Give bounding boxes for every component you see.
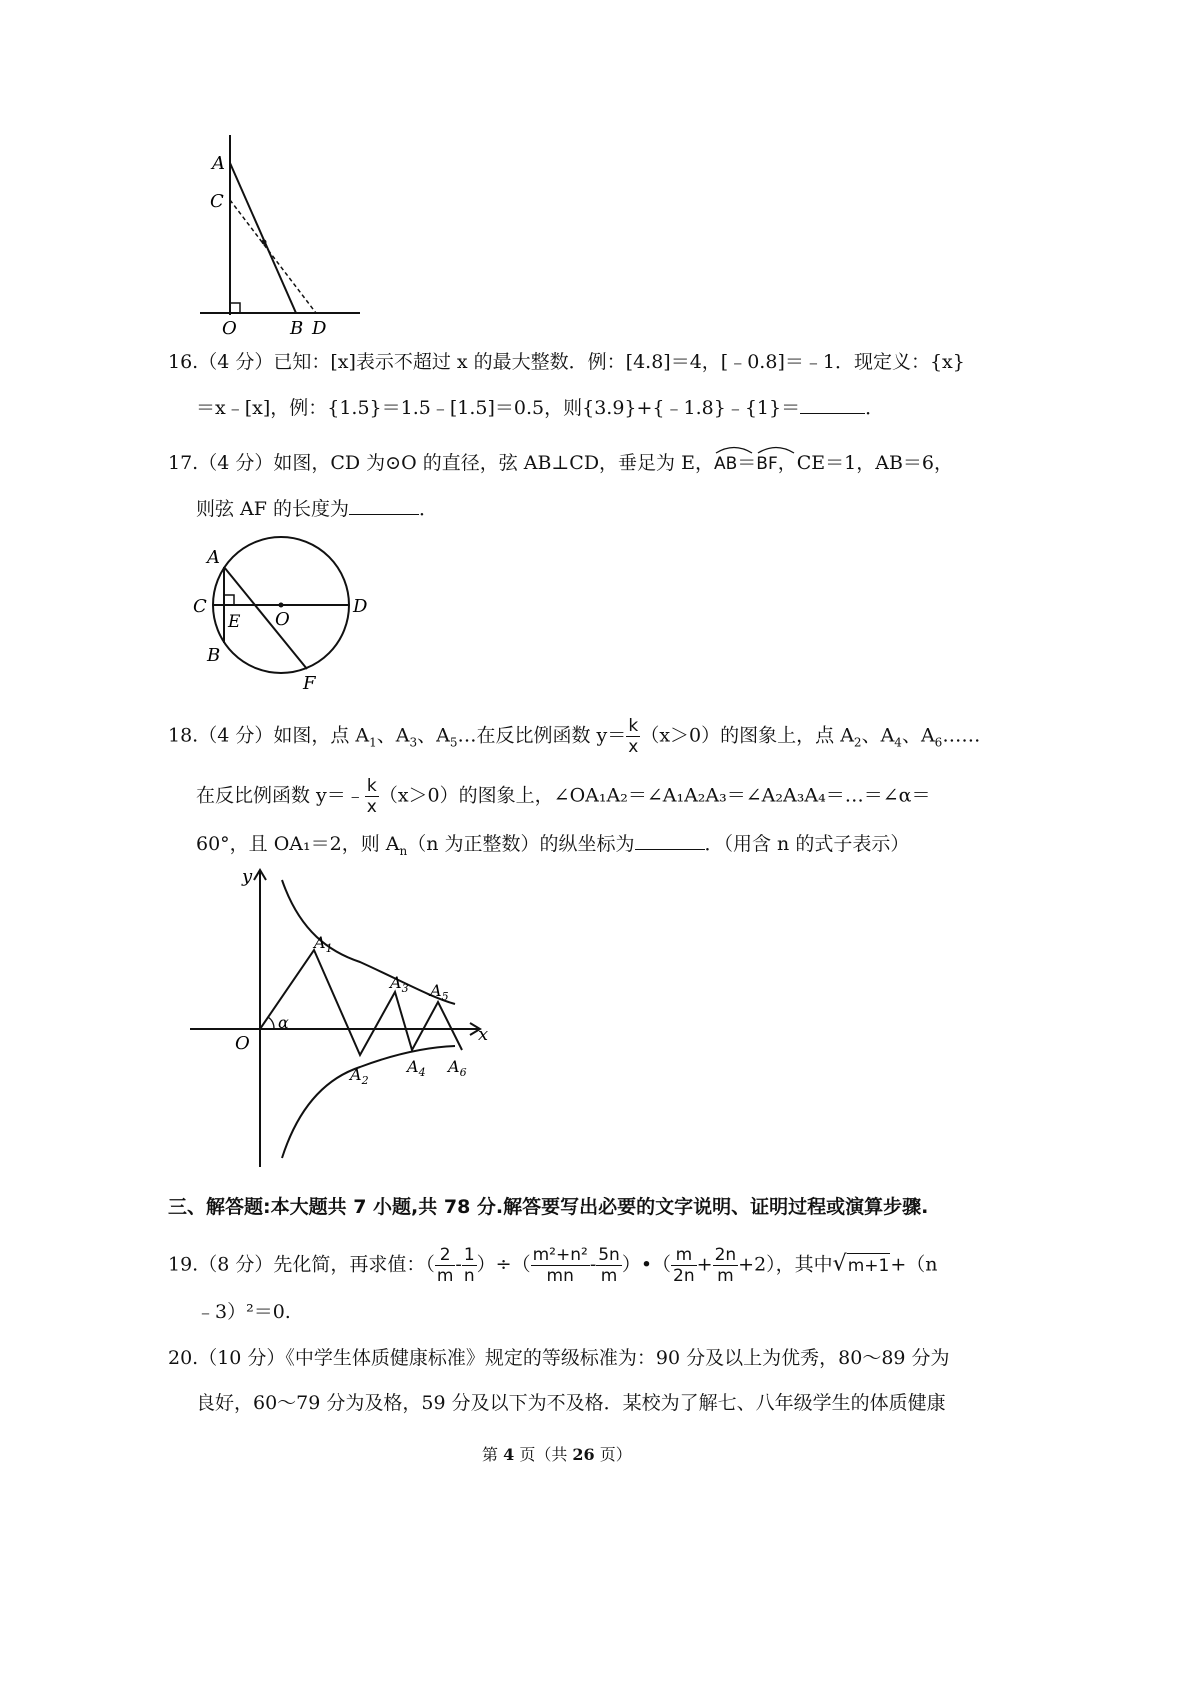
q19-line2: ﹣3）²＝0. — [196, 1301, 291, 1323]
label-c: C — [193, 596, 207, 617]
label-d: D — [312, 318, 327, 339]
label-a1: $A_1$ — [314, 933, 333, 955]
answer-blank[interactable] — [349, 496, 419, 515]
q18-line2: 在反比例函数 y＝﹣ $\frac{k}{x}$ （x＞0）的图象上，∠OA₁A₂＝∠A₁A₂A₃＝∠A₂A₃A₄＝…＝∠α＝ — [196, 776, 931, 817]
section-three-header: 三、解答题:本大题共 7 小题,共 78 分.解答要写出必要的文字说明、证明过程或演算步骤. — [168, 1196, 929, 1218]
arc-bf: BF — [756, 446, 777, 476]
label-a: A — [212, 153, 225, 174]
label-c: C — [210, 191, 224, 212]
q16-line1: 16.（4 分）已知：[x]表示不超过 x 的最大整数．例：[4.8]＝4，[﹣0.8]＝﹣1．现定义：{x} — [168, 351, 965, 373]
fraction-2-over-m: $\frac{2}{m}$ — [436, 1245, 454, 1286]
q16-line2: ＝x﹣[x]，例：{1.5}＝1.5﹣[1.5]＝0.5，则{3.9}+{﹣1.8}﹣{1}＝ ． — [196, 397, 885, 419]
answer-blank[interactable] — [800, 395, 865, 414]
label-d: D — [353, 596, 368, 617]
label-a2: $A_2$ — [350, 1065, 369, 1087]
label-a4: $A_4$ — [407, 1057, 426, 1079]
q20-line2: 良好，60～79 分为及格，59 分及以下为不及格．某校为了解七、八年级学生的体质健康 — [196, 1392, 946, 1414]
label-b: B — [290, 318, 304, 339]
q15-figure — [200, 130, 390, 370]
fraction-k-over-x: $\frac{k}{x}$ — [628, 716, 639, 757]
answer-blank[interactable] — [635, 831, 705, 850]
label-e: E — [228, 612, 241, 632]
fraction-2n-over-m: $\frac{2n}{m}$ — [714, 1245, 737, 1286]
q17-line2: 则弦 AF 的长度为 ． — [196, 498, 438, 520]
q20-line1: 20.（10 分）《中学生体质健康标准》规定的等级标准为：90 分及以上为优秀，80～89 分为 — [168, 1347, 950, 1369]
label-a6: $A_6$ — [448, 1057, 467, 1079]
q19-line1: 19.（8 分）先化简，再求值：（ $\frac{2}{m}$ - $\frac{1}{n}$ ）÷（ $\frac{\text{m²+n²}}{mn}$ - $\frac{5n}{m}$ ）•（ $\frac{m}{2n}$ + $\frac{2n}{m}$ +2），其中√m+1+（n — [168, 1245, 938, 1286]
sqrt-expression: m+1 — [847, 1253, 891, 1278]
label-o: O — [222, 318, 237, 339]
label-x: x — [478, 1024, 489, 1045]
page-footer: 第 4 页（共 26 页） — [482, 1445, 632, 1464]
fraction-5n-over-m: $\frac{5n}{m}$ — [598, 1245, 620, 1286]
fraction-1-over-n: $\frac{1}{n}$ — [463, 1245, 475, 1286]
label-f: F — [303, 673, 316, 694]
label-a3: $A_3$ — [390, 973, 409, 995]
q17-line1: 17.（4 分）如图，CD 为⊙O 的直径，弦 AB⊥CD，垂足为 E， AB＝ BF，CE＝1，AB＝6， — [168, 446, 953, 476]
label-alpha: α — [278, 1013, 289, 1032]
label-o: O — [235, 1033, 250, 1054]
q18-line1: 18.（4 分）如图，点 $A_1$、$A_3$、$A_5\dots$在反比例函数 y＝ $\frac{k}{x}$ （x＞0）的图象上，点 $A_2$、$A_4$、$A_6\dots\dots$ — [168, 716, 981, 757]
arc-ab: AB — [714, 446, 737, 476]
fraction-m-over-2n: $\frac{m}{2n}$ — [673, 1245, 695, 1286]
q18-figure — [190, 862, 510, 1172]
label-a5: $A_5$ — [430, 981, 449, 1003]
label-y: y — [242, 866, 253, 887]
q17-figure — [185, 535, 375, 695]
fraction-k-over-x: $\frac{k}{x}$ — [366, 776, 377, 817]
label-o: O — [275, 609, 290, 630]
label-b: B — [207, 645, 221, 666]
label-a: A — [207, 547, 220, 568]
fraction-m2n2-over-mn: $\frac{\text{m²+n²}}{mn}$ — [532, 1245, 588, 1286]
q18-line3: 60°，且 OA₁＝2，则 $A_n(n$ 为正整数）的纵坐标为 ．（用含 n 的式子表示） — [196, 833, 910, 858]
